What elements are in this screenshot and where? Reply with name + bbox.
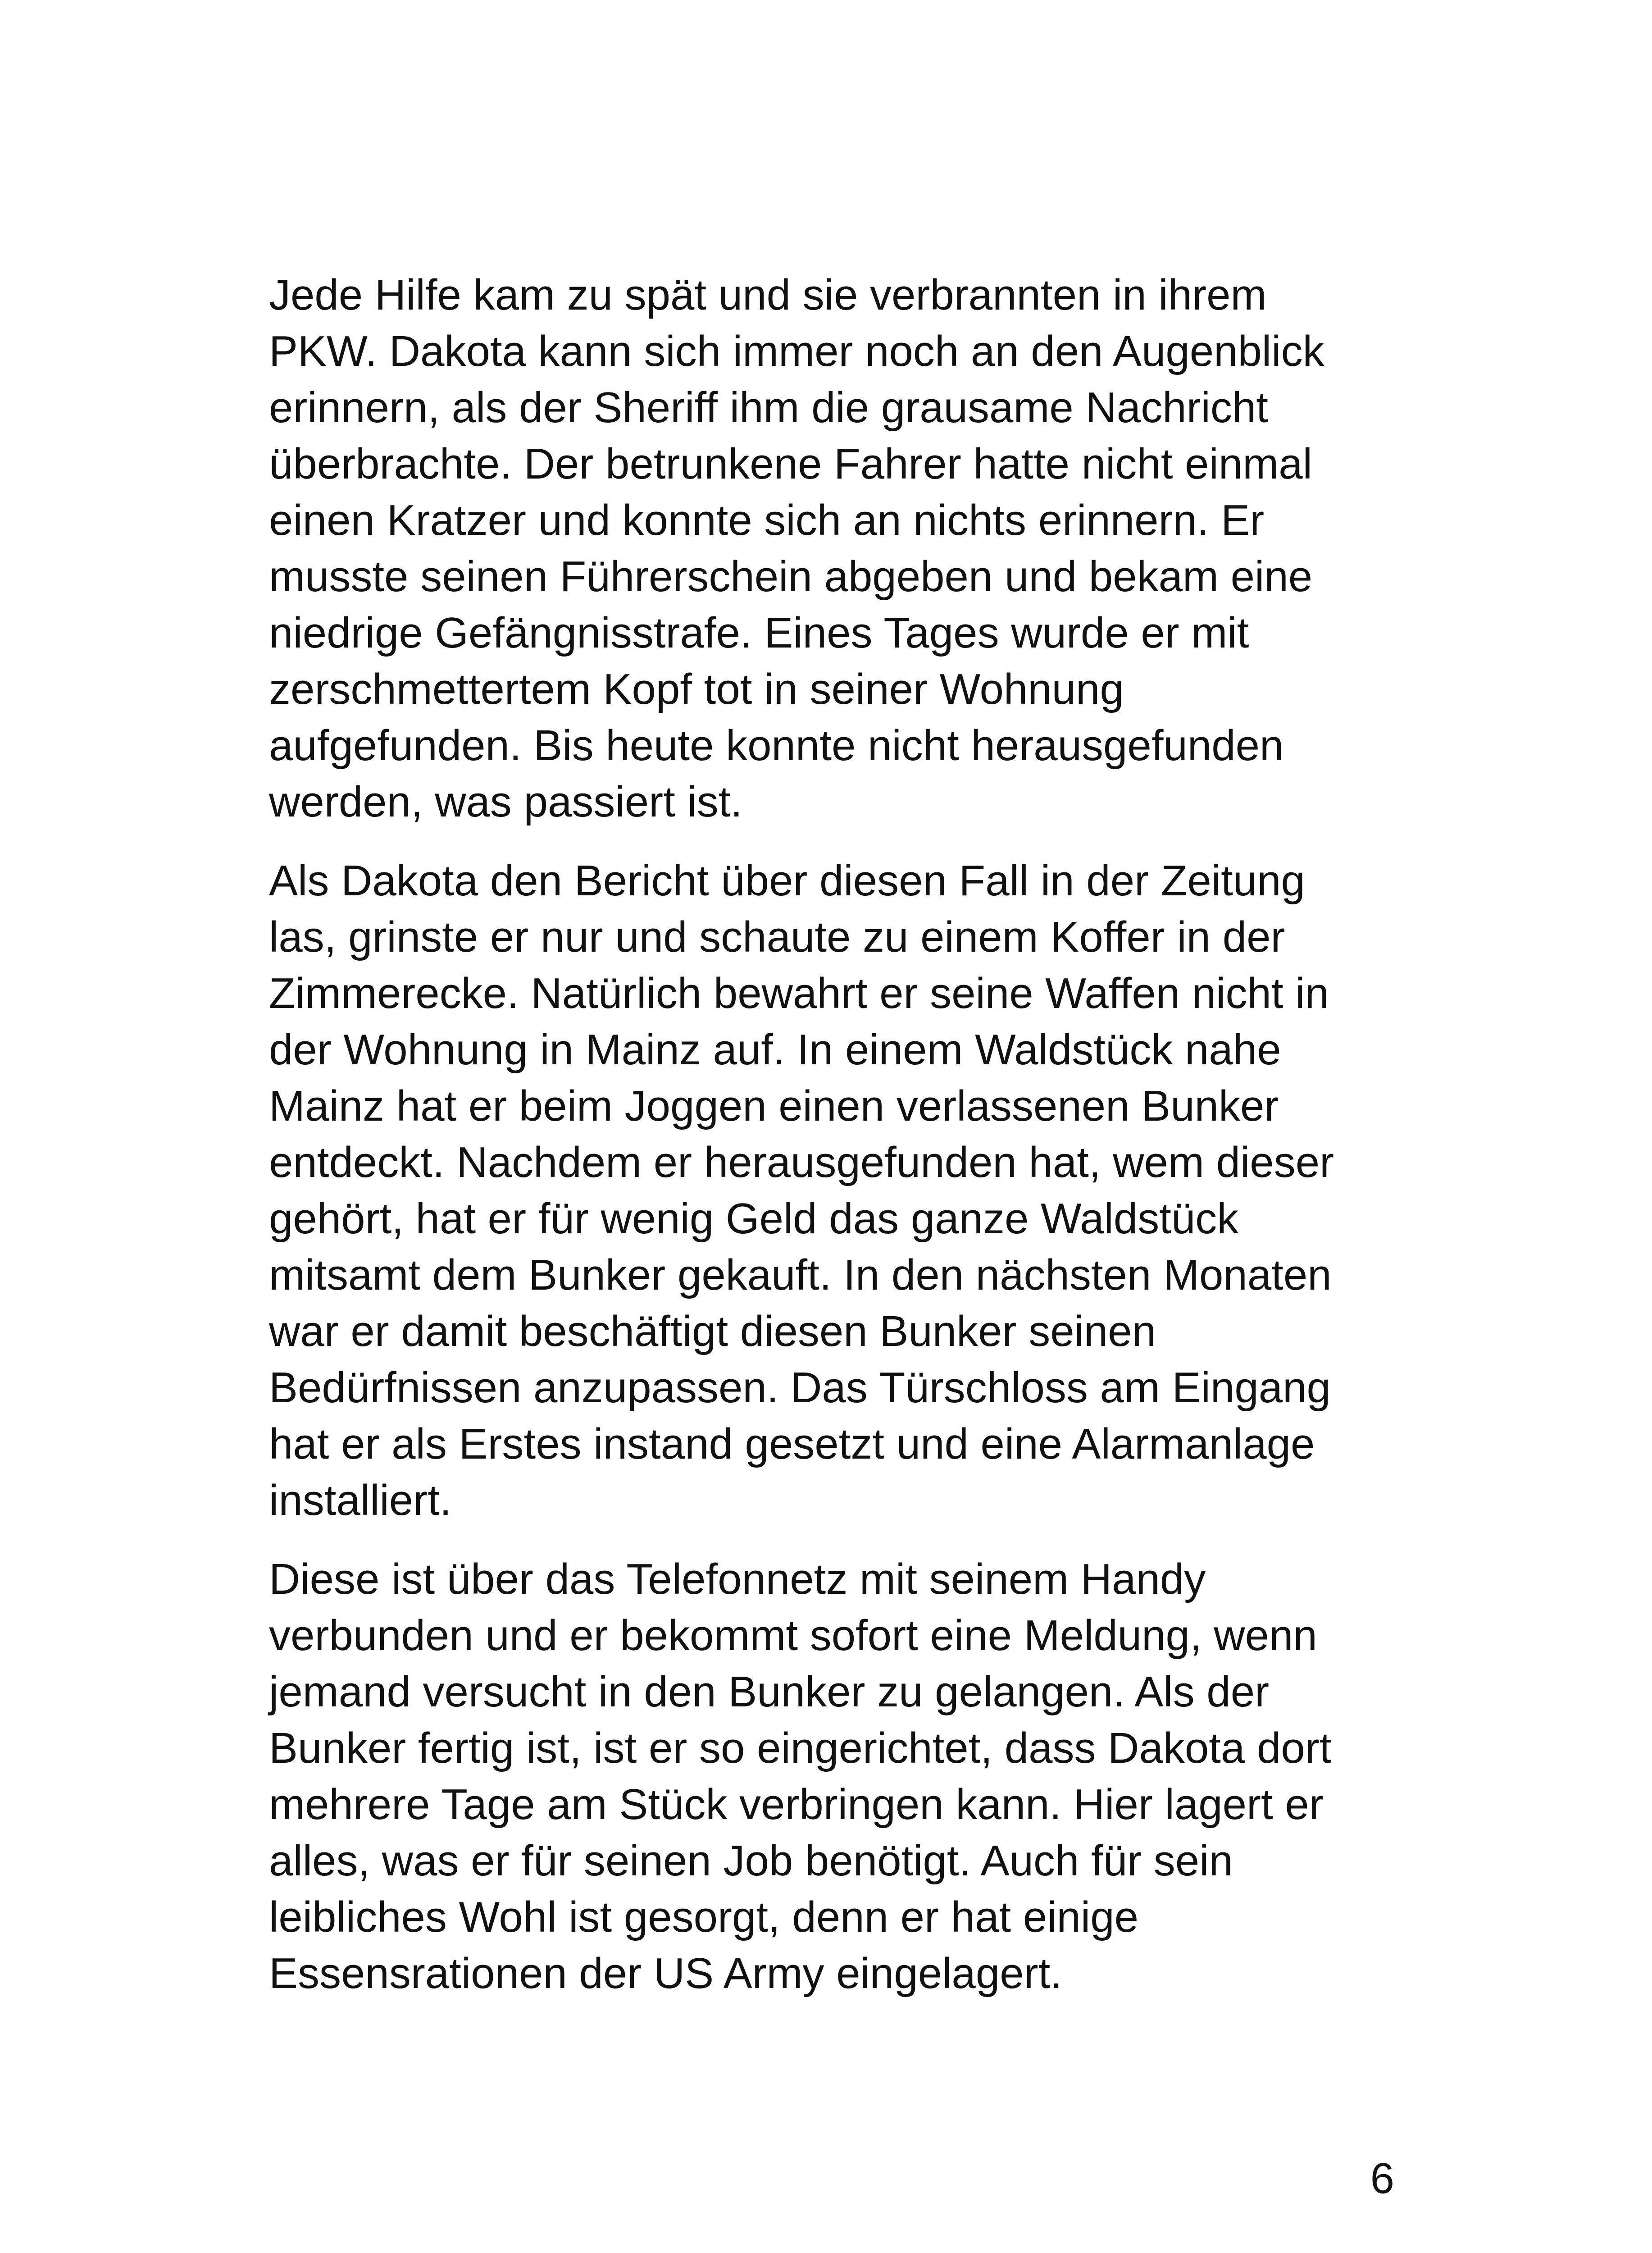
text-line: niedrige Gefängnisstrafe. Eines Tages wurde er mit xyxy=(269,609,1249,657)
text-line: erinnern, als der Sheriff ihm die grausame Nachricht xyxy=(269,383,1268,432)
text-line: Bunker fertig ist, ist er so eingerichtet, dass Dakota dort xyxy=(269,1724,1332,1772)
text-line: Diese ist über das Telefonnetz mit seinem Handy xyxy=(269,1555,1206,1603)
text-line: las, grinste er nur und schaute zu einem Koffer in der xyxy=(269,913,1285,961)
text-line: zerschmettertem Kopf tot in seiner Wohnung xyxy=(269,665,1124,713)
text-line: Als Dakota den Bericht über diesen Fall in der Zeitung xyxy=(269,857,1305,905)
text-line: war er damit beschäftigt diesen Bunker seinen xyxy=(269,1307,1156,1355)
text-line: entdeckt. Nachdem er herausgefunden hat, wem dieser xyxy=(269,1138,1334,1186)
page-number: 6 xyxy=(1370,2154,1394,2203)
text-line: überbrachte. Der betrunkene Fahrer hatte nicht einmal xyxy=(269,440,1312,488)
text-line: mitsamt dem Bunker gekauft. In den nächsten Monaten xyxy=(269,1251,1332,1299)
paragraph-1 xyxy=(269,267,1404,830)
text-line: musste seinen Führerschein abgeben und bekam eine xyxy=(269,552,1313,601)
text-line: installiert. xyxy=(269,1476,452,1524)
text-line: gehört, hat er für wenig Geld das ganze Waldstück xyxy=(269,1195,1239,1243)
text-line: leibliches Wohl ist gesorgt, denn er hat einige xyxy=(269,1893,1139,1941)
text-line: jemand versucht in den Bunker zu gelangen. Als der xyxy=(269,1668,1270,1716)
text-line: PKW. Dakota kann sich immer noch an den Augenblick xyxy=(269,327,1324,375)
text-line: Bedürfnissen anzupassen. Das Türschloss am Eingang xyxy=(269,1364,1331,1412)
text-line: verbunden und er bekommt sofort eine Meldung, wenn xyxy=(269,1611,1317,1660)
text-line: der Wohnung in Mainz auf. In einem Waldstück nahe xyxy=(269,1026,1281,1074)
text-line: Mainz hat er beim Joggen einen verlassenen Bunker xyxy=(269,1082,1279,1130)
paragraph-3 xyxy=(269,1551,1404,2002)
paragraph-2 xyxy=(269,853,1404,1528)
text-line: alles, was er für seinen Job benötigt. Auch für sein xyxy=(269,1837,1233,1885)
text-line: einen Kratzer und konnte sich an nichts erinnern. Er xyxy=(269,496,1265,544)
text-line: werden, was passiert ist. xyxy=(269,778,743,826)
text-line: Zimmerecke. Natürlich bewahrt er seine Waffen nicht in xyxy=(269,969,1329,1017)
text-line: aufgefunden. Bis heute konnte nicht herausgefunden xyxy=(269,721,1284,770)
text-line: mehrere Tage am Stück verbringen kann. Hier lagert er xyxy=(269,1780,1324,1829)
text-line: Essensrationen der US Army eingelagert. xyxy=(269,1949,1062,1998)
text-line: Jede Hilfe kam zu spät und sie verbrannten in ihrem xyxy=(269,271,1267,319)
text-line: hat er als Erstes instand gesetzt und eine Alarmanlage xyxy=(269,1420,1315,1468)
body-text xyxy=(269,267,1404,2002)
